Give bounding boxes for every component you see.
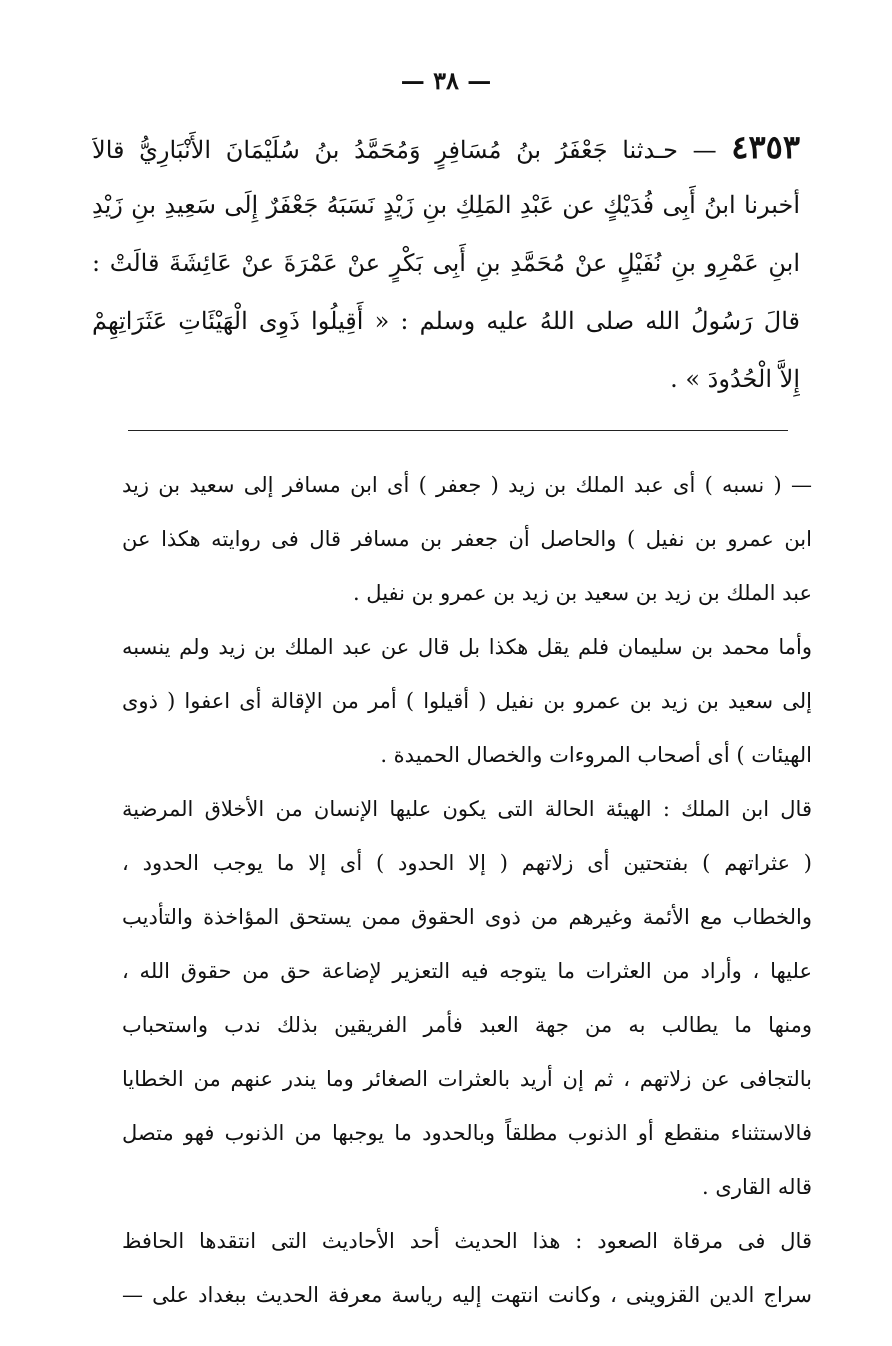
hadith-text — [92, 118, 800, 408]
commentary-line: والخطاب مع الأئمة وغيرهم من ذوى الحقوق ممن يستحق المؤاخذة والتأديب — [122, 905, 812, 929]
commentary-line: الهيئات ) أى أصحاب المروءات والخصال الحميدة . — [380, 743, 812, 767]
commentary-line: قال فى مرقاة الصعود : هذا الحديث أحد الأحاديث التى انتقدها الحافظ — [122, 1229, 812, 1253]
hadith-line: قالَ رَسُولُ الله صلى اللهُ عليه وسلم : « أَقِيلُوا ذَوِى الْهَيْئَاتِ عَثَرَاتِهِمْ — [92, 307, 800, 335]
commentary-line: ومنها ما يطالب به من جهة العبد فأمر الفريقين بذلك ندب واستحباب — [122, 1013, 812, 1037]
hadith-line: أخبرنا ابنُ أَبِى فُدَيْكٍ عن عَبْدِ المَلِكِ بنِ زَيْدٍ نَسَبَهُ جَعْفَرٌ إِلَى سَعِيدِ بنِ زَيْدِ — [92, 191, 800, 219]
commentary-line: فالاستثناء منقطع أو الذنوب مطلقاً وبالحدود ما يوجبها من الذنوب فهو متصل — [122, 1121, 812, 1145]
page-number: — ٣٨ — — [400, 66, 492, 95]
commentary-line: إلى سعيد بن زيد بن عمرو بن نفيل ( أقيلوا ) أمر من الإقالة أى اعفوا ( ذوى — [122, 689, 812, 713]
commentary-line: سراج الدين القزوينى ، وكانت انتهت إليه رياسة معرفة الحديث ببغداد على — — [122, 1283, 812, 1307]
hadith-line: ابنِ عَمْرِو بنِ نُفَيْلٍ عنْ مُحَمَّدِ بنِ أَبِى بَكْرٍ عنْ عَمْرَةَ عنْ عَائِشَةَ قالَتْ : — [92, 249, 800, 277]
commentary-text — [122, 458, 812, 1322]
commentary-line: عليها ، وأراد من العثرات ما يتوجه فيه التعزير لإضاعة حق من حقوق الله ، — [122, 959, 812, 983]
commentary-line: قاله القارى . — [702, 1175, 812, 1199]
hadith-line-text: — حـدثنا جَعْفَرُ بنُ مُسَافِرٍ وَمُحَمَّدُ بنُ سُلَيْمَانَ الأَنْبَارِيُّ قالاَ — [92, 136, 717, 164]
hadith-line: إِلاَّ الْحُدُودَ » . — [670, 365, 800, 393]
hadith-number: ٤٣٥٣ — [731, 128, 800, 166]
separator-rule — [128, 430, 788, 431]
commentary-line: ابن عمرو بن نفيل ) والحاصل أن جعفر بن مسافر قال فى روايته هكذا عن — [122, 527, 812, 551]
commentary-line: بالتجافى عن زلاتهم ، ثم إن أريد بالعثرات الصغائر وما يندر عنهم من الخطايا — [122, 1067, 812, 1091]
commentary-line: قال ابن الملك : الهيئة الحالة التى يكون عليها الإنسان من الأخلاق المرضية — [122, 797, 812, 821]
commentary-line: وأما محمد بن سليمان فلم يقل هكذا بل قال عن عبد الملك بن زيد ولم ينسبه — [122, 635, 812, 659]
commentary-line: — ( نسبه ) أى عبد الملك بن زيد ( جعفر ) أى ابن مسافر إلى سعيد بن زيد — [122, 473, 812, 497]
hadith-line — [92, 118, 800, 176]
commentary-line: ( عثراتهم ) بفتحتين أى زلاتهم ( إلا الحدود ) أى إلا ما يوجب الحدود ، — [122, 851, 812, 875]
commentary-line: عبد الملك بن زيد بن سعيد بن زيد بن عمرو بن نفيل . — [352, 581, 812, 605]
